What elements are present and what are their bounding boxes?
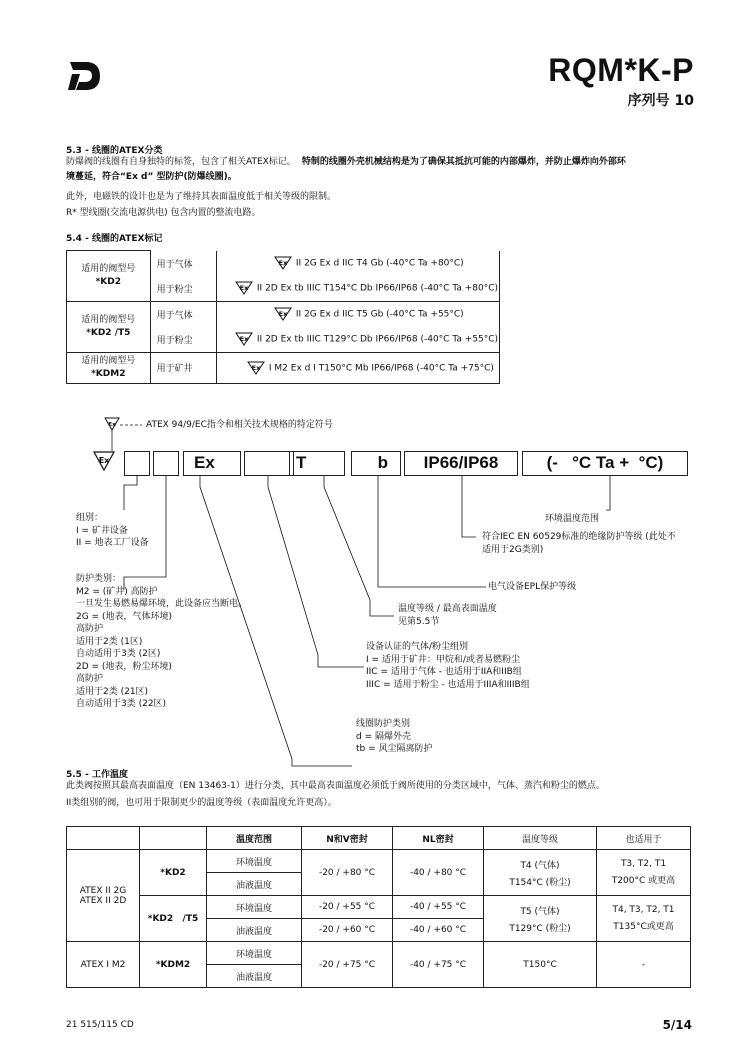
also-cell (597, 896, 691, 942)
marking-box-group (124, 451, 150, 476)
legend-line: 2D = (地表，粉尘环境) (76, 661, 172, 672)
diagram-top-note: ATEX 94/9/EC指令和相关技术规格的特定符号 (146, 420, 333, 430)
legend-line: tb = 风尘隔离防护 (356, 744, 433, 754)
legend-line: 见第5.5节 (398, 616, 440, 627)
marking-text: II 2G Ex d IIC T4 Gb (-40°C Ta +80°C) (295, 258, 464, 269)
legend-line: 高防护 (76, 624, 104, 634)
marking-box-temp: T (289, 451, 345, 476)
use-label: 用于矿井 (150, 352, 216, 383)
also-line: T200°C 或更高 (611, 876, 676, 886)
device-label: 适用的阀型号 (81, 263, 136, 274)
class-cell: T150°C (484, 942, 597, 988)
legend-line: 2G = (地表，气体环境) (76, 611, 172, 622)
marking-box-category (153, 451, 179, 476)
ex-icon (94, 452, 114, 470)
gas-group-legend (366, 641, 530, 691)
group-cell: ATEX I M2 (67, 942, 140, 988)
legend-line: 自动适用于3类 (2区) (76, 649, 161, 659)
col-header: NL密封 (393, 827, 484, 850)
marking-box-ex: Ex (183, 451, 241, 476)
class-line: T4 (气体) (520, 860, 560, 871)
legend-line: M2 = (矿井) 高防护 (76, 586, 158, 597)
model-cell: *KD2 /T5 (140, 896, 207, 942)
temp-legend (398, 603, 497, 628)
legend-line: 高防护 (76, 674, 104, 684)
epl-legend: 电气设备EPL保护等级 (488, 582, 577, 592)
legend-line: d = 隔爆外壳 (356, 731, 411, 742)
use-label: 用于粉尘 (150, 276, 216, 302)
legend-line: 防护类别： (76, 574, 122, 584)
marking-box-gas-group (244, 451, 294, 476)
marking-text: II 2D Ex tb IIIC T129°C Db IP66/IP68 (-40°C Ta +55°C) (256, 334, 498, 345)
group-cell (67, 850, 140, 942)
section-5-4-heading: 5.4 - 线圈的ATEX标记 (66, 234, 163, 244)
group-label: ATEX II 2D (79, 895, 127, 906)
legend-line: 自动适用于3类 (22区) (76, 699, 167, 709)
range-label: 油液温度 (207, 965, 302, 988)
serial-number: 序列号 10 (627, 93, 694, 109)
model-cell: *KDM2 (140, 942, 207, 988)
device-label: 适用的阀型号 (81, 314, 136, 325)
also-line: T135°C或更高 (613, 922, 674, 932)
model-cell: *KD2 (140, 850, 207, 896)
legend-line: 一旦发生易燃易爆环境，此设备应当断电。 (76, 599, 248, 609)
protection-legend (76, 573, 247, 711)
legend-line: 适用于2G类别) (482, 544, 544, 555)
nl-seal-cell: -40 / +55 °C (393, 896, 484, 919)
also-cell: - (597, 942, 691, 988)
col-header: 温度范围 (207, 827, 302, 850)
legend-line: 适用于2类 (21区) (76, 686, 149, 697)
n-seal-cell: -20 / +80 °C (302, 850, 393, 896)
col-header: 也适用于 (597, 827, 691, 850)
class-line: T154°C (粉尘) (509, 877, 571, 888)
empty-header-cell (67, 827, 140, 850)
col-header: N和V密封 (302, 827, 393, 850)
range-label: 油液温度 (207, 919, 302, 942)
legend-line: 设备认证的气体/粉尘组别 (366, 642, 469, 652)
legend-line: 组别： (76, 513, 104, 523)
legend-line: II = 地表工厂设备 (76, 538, 149, 548)
col-header: 温度等级 (484, 827, 597, 850)
nl-seal-cell: -40 / +75 °C (393, 942, 484, 988)
group-label: ATEX II 2G (79, 885, 127, 896)
range-label: 环境温度 (207, 896, 302, 919)
marking-text: II 2D Ex tb IIIC T154°C Db IP66/IP68 (-40°C Ta +80°C) (256, 283, 498, 294)
section-5-5-paragraph-1: 此类阀按照其最高表面温度（EN 13463-1）进行分类，其中最高表面温度必须低于阀所使用的分类区域中，气体、蒸汽和粉尘的燃点。 (66, 781, 605, 791)
use-label: 用于气体 (150, 251, 216, 276)
p1-bold-2: 境蔓延，符合“Ex d” 型防护(防爆线圈)。 (66, 172, 237, 182)
use-label: 用于气体 (150, 301, 216, 327)
device-label: 适用的阀型号 (81, 355, 136, 366)
also-cell (597, 850, 691, 896)
section-5-3-heading: 5.3 - 线圈的ATEX分类 (66, 146, 163, 156)
marking-text: I M2 Ex d I T150°C Mb IP66/IP68 (-40°C Ta +75°C) (268, 363, 494, 373)
class-cell (484, 850, 597, 896)
marking-box-ambient: (- °C Ta + °C) (522, 451, 688, 476)
use-label: 用于粉尘 (150, 327, 216, 353)
group-legend (76, 512, 149, 550)
class-cell (484, 896, 597, 942)
also-line: T3, T2, T1 (620, 859, 667, 869)
p1-normal: 防爆阀的线圈有自身独特的标签，包含了相关ATEX标记。 (66, 157, 296, 167)
range-label: 环境温度 (207, 942, 302, 965)
coil-protection-legend (356, 718, 433, 756)
ambient-legend: 环境温度范围 (545, 514, 600, 524)
n-seal-cell: -20 / +60 °C (302, 919, 393, 942)
ip-legend (482, 531, 676, 556)
legend-line: 温度等级 / 最高表面温度 (398, 604, 497, 614)
device-model: *KD2 /T5 (86, 327, 131, 338)
section-5-3-paragraph-2: 此外，电磁铁的设计也是为了维持其表面温度低于相关等级的限制。 (66, 192, 337, 202)
svg-text:Ex: Ex (108, 422, 116, 428)
n-seal-cell: -20 / +55 °C (302, 896, 393, 919)
p1-bold: 特制的线圈外壳机械结构是为了确保其抵抗可能的内部爆炸，并防止爆炸向外部环 (301, 157, 626, 167)
empty-header-cell (140, 827, 207, 850)
device-model: *KDM2 (91, 368, 126, 379)
legend-line: 线圈防护类别 (356, 719, 411, 729)
legend-line: I = 适用于矿井：甲烷和/或者易燃粉尘 (366, 654, 520, 665)
legend-line: I = 矿井设备 (76, 525, 128, 536)
marking-box-ip: IP66/IP68 (404, 451, 518, 476)
svg-text:Ex: Ex (98, 456, 110, 465)
ex-icon (105, 418, 119, 430)
class-line: T5 (气体) (520, 906, 560, 917)
also-line: T4, T3, T2, T1 (612, 905, 675, 915)
section-5-5-paragraph-2: II类组别的阀，也可用于限制更少的温度等级（表面温度允许更高）。 (66, 798, 337, 808)
section-5-5-heading: 5.5 - 工作温度 (66, 770, 128, 780)
range-label: 油液温度 (207, 873, 302, 896)
device-model: *KD2 (95, 276, 121, 287)
range-label: 环境温度 (207, 850, 302, 873)
nl-seal-cell: -40 / +80 °C (393, 850, 484, 896)
page-number: 5/14 (662, 1018, 692, 1032)
working-temperature-table (66, 826, 691, 988)
document-code: 21 515/115 CD (66, 1020, 134, 1030)
legend-line: 适用于2类 (1区) (76, 636, 143, 647)
legend-line: 符合IEC EN 60529标准的绝缘防护等级 (此处不 (482, 532, 676, 542)
n-seal-cell: -20 / +75 °C (302, 942, 393, 988)
marking-box-epl: b (351, 451, 401, 476)
legend-line: IIC = 适用于气体 - 也适用于IIA和IIB组 (366, 667, 522, 677)
page-title: RQM*K-P (548, 52, 694, 88)
section-5-3-paragraph-3: R* 型线圈(交流电源供电) 包含内置的整流电路。 (66, 208, 261, 218)
marking-text: II 2G Ex d IIC T5 Gb (-40°C Ta +55°C) (295, 309, 464, 320)
legend-line: IIIC = 适用于粉尘 - 也适用于IIIA和IIIB组 (366, 679, 530, 690)
class-line: T129°C (粉尘) (509, 923, 571, 934)
nl-seal-cell: -40 / +60 °C (393, 919, 484, 942)
